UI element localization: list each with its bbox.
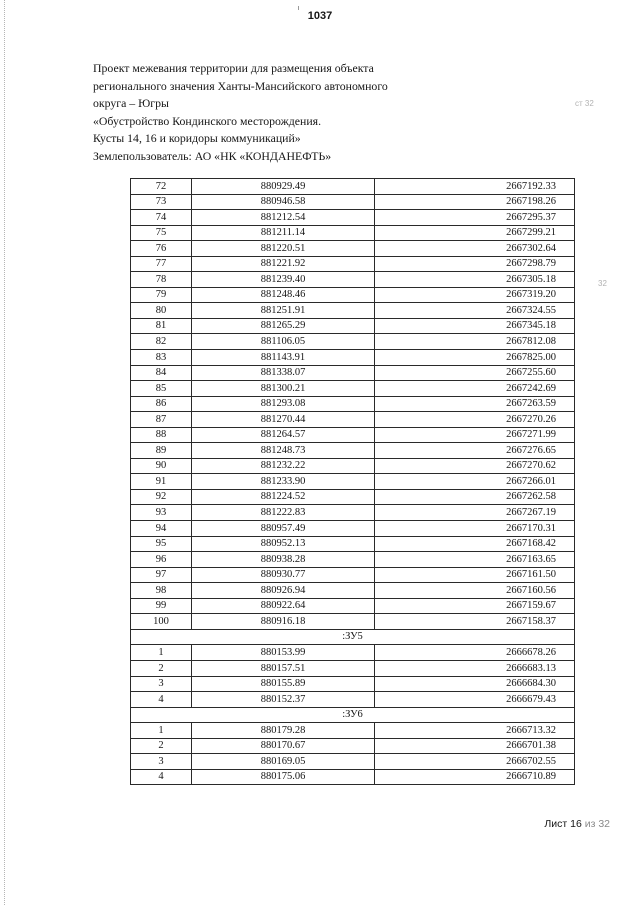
y-coordinate: 2667266.01 [375, 474, 575, 490]
point-number: 99 [131, 598, 192, 614]
point-number: 95 [131, 536, 192, 552]
x-coordinate: 881222.83 [192, 505, 375, 521]
point-number: 92 [131, 489, 192, 505]
table-row [131, 692, 575, 708]
point-number: 83 [131, 350, 192, 366]
table-row [131, 381, 575, 397]
table-row [131, 769, 575, 785]
table-row [131, 396, 575, 412]
y-coordinate: 2667276.65 [375, 443, 575, 459]
point-number: 74 [131, 210, 192, 226]
x-coordinate: 880157.51 [192, 660, 375, 676]
point-number: 3 [131, 754, 192, 770]
coordinates-table-body [131, 179, 575, 785]
x-coordinate: 881224.52 [192, 489, 375, 505]
point-number: 93 [131, 505, 192, 521]
y-coordinate: 2667263.59 [375, 396, 575, 412]
point-number: 80 [131, 303, 192, 319]
table-row [131, 738, 575, 754]
x-coordinate: 880170.67 [192, 738, 375, 754]
y-coordinate: 2667345.18 [375, 318, 575, 334]
point-number: 87 [131, 412, 192, 428]
point-number: 98 [131, 583, 192, 599]
y-coordinate: 2667192.33 [375, 179, 575, 195]
x-coordinate: 881220.51 [192, 241, 375, 257]
y-coordinate: 2667324.55 [375, 303, 575, 319]
point-number: 4 [131, 692, 192, 708]
x-coordinate: 881232.22 [192, 458, 375, 474]
y-coordinate: 2666683.13 [375, 660, 575, 676]
x-coordinate: 881300.21 [192, 381, 375, 397]
table-row [131, 412, 575, 428]
section-label: :ЗУ6 [131, 707, 575, 723]
table-row [131, 676, 575, 692]
x-coordinate: 880152.37 [192, 692, 375, 708]
x-coordinate: 880938.28 [192, 552, 375, 568]
point-number: 4 [131, 769, 192, 785]
y-coordinate: 2667305.18 [375, 272, 575, 288]
x-coordinate: 881251.91 [192, 303, 375, 319]
x-coordinate: 880175.06 [192, 769, 375, 785]
table-row [131, 194, 575, 210]
table-row [131, 179, 575, 195]
point-number: 91 [131, 474, 192, 490]
x-coordinate: 880155.89 [192, 676, 375, 692]
y-coordinate: 2666710.89 [375, 769, 575, 785]
point-number: 75 [131, 225, 192, 241]
table-row [131, 241, 575, 257]
x-coordinate: 880957.49 [192, 521, 375, 537]
y-coordinate: 2667299.21 [375, 225, 575, 241]
section-row [131, 707, 575, 723]
section-label: :ЗУ5 [131, 629, 575, 645]
x-coordinate: 880179.28 [192, 723, 375, 739]
x-coordinate: 881233.90 [192, 474, 375, 490]
x-coordinate: 881270.44 [192, 412, 375, 428]
point-number: 94 [131, 521, 192, 537]
y-coordinate: 2667271.99 [375, 427, 575, 443]
x-coordinate: 881106.05 [192, 334, 375, 350]
table-row [131, 754, 575, 770]
y-coordinate: 2667160.56 [375, 583, 575, 599]
x-coordinate: 880926.94 [192, 583, 375, 599]
y-coordinate: 2667255.60 [375, 365, 575, 381]
point-number: 72 [131, 179, 192, 195]
margin-mark-number: 32 [598, 279, 607, 288]
y-coordinate: 2667298.79 [375, 256, 575, 272]
x-coordinate: 881293.08 [192, 396, 375, 412]
y-coordinate: 2667262.58 [375, 489, 575, 505]
y-coordinate: 2667161.50 [375, 567, 575, 583]
y-coordinate: 2666679.43 [375, 692, 575, 708]
table-row [131, 350, 575, 366]
table-row [131, 365, 575, 381]
point-number: 1 [131, 645, 192, 661]
table-row [131, 567, 575, 583]
x-coordinate: 880153.99 [192, 645, 375, 661]
table-row [131, 334, 575, 350]
point-number: 85 [131, 381, 192, 397]
y-coordinate: 2667198.26 [375, 194, 575, 210]
y-coordinate: 2667168.42 [375, 536, 575, 552]
point-number: 86 [131, 396, 192, 412]
x-coordinate: 880930.77 [192, 567, 375, 583]
point-number: 82 [131, 334, 192, 350]
table-row [131, 598, 575, 614]
sheet-footer [544, 818, 610, 830]
point-number: 81 [131, 318, 192, 334]
table-row [131, 723, 575, 739]
table-row [131, 225, 575, 241]
margin-mark-sheet: ст 32 [575, 99, 594, 108]
point-number: 79 [131, 287, 192, 303]
table-row [131, 505, 575, 521]
x-coordinate: 881221.92 [192, 256, 375, 272]
x-coordinate: 881239.40 [192, 272, 375, 288]
x-coordinate: 881212.54 [192, 210, 375, 226]
table-row [131, 489, 575, 505]
x-coordinate: 880946.58 [192, 194, 375, 210]
point-number: 73 [131, 194, 192, 210]
x-coordinate: 880916.18 [192, 614, 375, 630]
scan-left-edge [4, 0, 5, 905]
y-coordinate: 2667267.19 [375, 505, 575, 521]
point-number: 2 [131, 660, 192, 676]
table-row [131, 474, 575, 490]
point-number: 90 [131, 458, 192, 474]
table-row [131, 303, 575, 319]
y-coordinate: 2667270.26 [375, 412, 575, 428]
table-row [131, 583, 575, 599]
y-coordinate: 2667159.67 [375, 598, 575, 614]
x-coordinate: 880922.64 [192, 598, 375, 614]
x-coordinate: 881248.73 [192, 443, 375, 459]
x-coordinate: 881211.14 [192, 225, 375, 241]
table-row [131, 272, 575, 288]
point-number: 2 [131, 738, 192, 754]
point-number: 77 [131, 256, 192, 272]
x-coordinate: 881338.07 [192, 365, 375, 381]
table-row [131, 256, 575, 272]
y-coordinate: 2667158.37 [375, 614, 575, 630]
point-number: 89 [131, 443, 192, 459]
page-number: 1037 [307, 10, 333, 22]
x-coordinate: 881248.46 [192, 287, 375, 303]
y-coordinate: 2667270.62 [375, 458, 575, 474]
point-number: 78 [131, 272, 192, 288]
point-number: 88 [131, 427, 192, 443]
point-number: 76 [131, 241, 192, 257]
y-coordinate: 2667812.08 [375, 334, 575, 350]
y-coordinate: 2666684.30 [375, 676, 575, 692]
table-row [131, 521, 575, 537]
y-coordinate: 2667295.37 [375, 210, 575, 226]
sheet-label: Лист 16 [544, 818, 582, 830]
header-line-5: Кусты 14, 16 и коридоры коммуникаций» [93, 131, 301, 145]
table-row [131, 318, 575, 334]
table-row [131, 287, 575, 303]
x-coordinate: 881264.57 [192, 427, 375, 443]
point-number: 97 [131, 567, 192, 583]
y-coordinate: 2667319.20 [375, 287, 575, 303]
y-coordinate: 2667170.31 [375, 521, 575, 537]
y-coordinate: 2667825.00 [375, 350, 575, 366]
table-row [131, 645, 575, 661]
coordinates-table [130, 178, 575, 785]
header-line-2: регионального значения Ханты-Мансийского автономного [93, 78, 388, 93]
y-coordinate: 2666713.32 [375, 723, 575, 739]
header-line-4: «Обустройство Кондинского месторождения. [93, 113, 322, 128]
table-row [131, 427, 575, 443]
x-coordinate: 880952.13 [192, 536, 375, 552]
y-coordinate: 2667302.64 [375, 241, 575, 257]
y-coordinate: 2666701.38 [375, 738, 575, 754]
header-line-1: Проект межевания территории для размещения объекта [93, 61, 374, 75]
x-coordinate: 881143.91 [192, 350, 375, 366]
point-number: 3 [131, 676, 192, 692]
point-number: 100 [131, 614, 192, 630]
section-row [131, 629, 575, 645]
point-number: 96 [131, 552, 192, 568]
header-line-3: округа – Югры [93, 96, 169, 110]
table-row [131, 552, 575, 568]
table-row [131, 210, 575, 226]
x-coordinate: 881265.29 [192, 318, 375, 334]
sheet-total: из 32 [584, 818, 610, 830]
table-row [131, 443, 575, 459]
y-coordinate: 2667242.69 [375, 381, 575, 397]
point-number: 84 [131, 365, 192, 381]
point-number: 1 [131, 723, 192, 739]
y-coordinate: 2666678.26 [375, 645, 575, 661]
table-row [131, 536, 575, 552]
x-coordinate: 880169.05 [192, 754, 375, 770]
x-coordinate: 880929.49 [192, 179, 375, 195]
document-header [93, 60, 433, 165]
table-row [131, 458, 575, 474]
y-coordinate: 2667163.65 [375, 552, 575, 568]
header-line-6: Землепользователь: АО «НК «КОНДАНЕФТЬ» [93, 148, 332, 163]
table-row [131, 660, 575, 676]
table-row [131, 614, 575, 630]
y-coordinate: 2666702.55 [375, 754, 575, 770]
